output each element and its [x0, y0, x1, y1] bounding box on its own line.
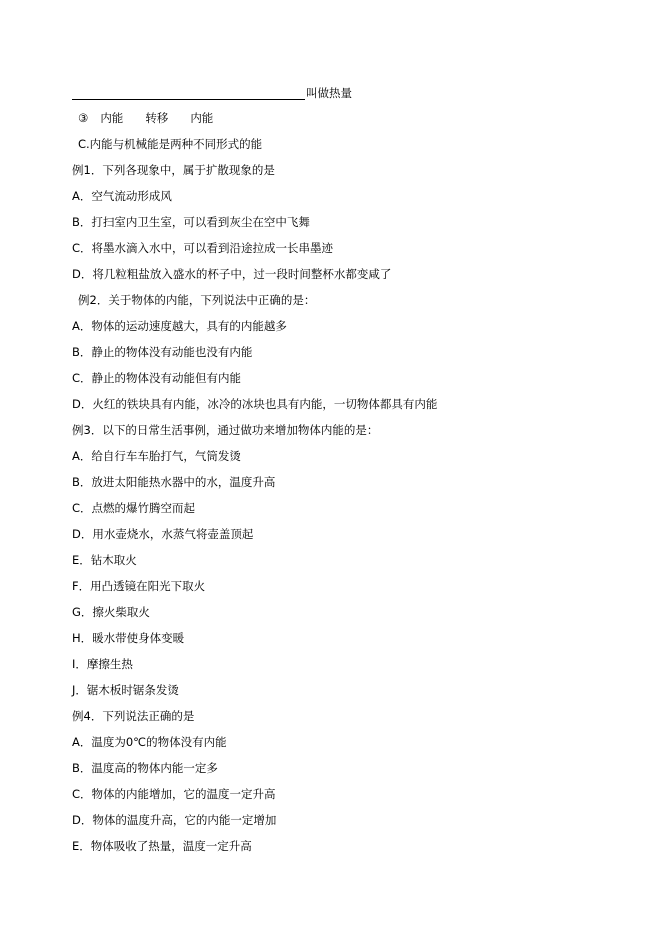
q4-title: 例4．下列说法正确的是 [72, 709, 195, 723]
q3-option-e: E．钻木取火 [72, 553, 137, 567]
q3-option-b: B．放进太阳能热水器中的水，温度升高 [72, 475, 276, 489]
keyword-2: 转移 [145, 111, 169, 125]
q1-option-c: C．将墨水滴入水中，可以看到沿途拉成一长串墨迹 [72, 241, 334, 255]
heat-definition-line [72, 86, 352, 100]
q3-option-a: A．给自行车车胎打气，气筒发烫 [72, 449, 241, 463]
q3-option-d: D．用水壶烧水，水蒸气将壶盖顶起 [72, 527, 254, 541]
q3-title: 例3．以下的日常生活事例，通过做功来增加物体内能的是： [72, 423, 379, 437]
q3-option-f: F．用凸透镜在阳光下取火 [72, 579, 206, 593]
q1-title: 例1．下列各现象中，属于扩散现象的是 [72, 163, 275, 177]
q1-option-b: B．打扫室内卫生室，可以看到灰尘在空中飞舞 [72, 215, 310, 229]
q3-option-g: G．擦火柴取火 [72, 605, 150, 619]
keyword-1: 内能 [100, 111, 124, 125]
keyword-3: 内能 [190, 111, 214, 125]
q3-option-h: H．暖水带使身体变暖 [72, 631, 185, 645]
q2-title: 例2．关于物体的内能，下列说法中正确的是： [78, 293, 316, 307]
q4-option-d: D．物体的温度升高，它的内能一定增加 [72, 813, 277, 827]
q3-option-i: I．摩擦生热 [72, 657, 133, 671]
q2-option-a: A．物体的运动速度越大，具有的内能越多 [72, 319, 287, 333]
q3-option-c: C．点燃的爆竹腾空而起 [72, 501, 196, 515]
circle-number: ③ [78, 111, 89, 125]
heat-line-tail: 叫做热量 [306, 86, 352, 100]
q4-option-a: A．温度为0℃的物体没有内能 [72, 735, 227, 749]
q3-option-j: J．锯木板时锯条发烫 [72, 683, 179, 697]
q4-option-c: C．物体的内能增加，它的温度一定升高 [72, 787, 276, 801]
q4-option-b: B．温度高的物体内能一定多 [72, 761, 218, 775]
fill-in-blank [72, 87, 305, 100]
q2-option-c: C．静止的物体没有动能但有内能 [72, 371, 242, 385]
q4-option-e: E．物体吸收了热量，温度一定升高 [72, 839, 252, 853]
q1-option-a: A．空气流动形成风 [72, 189, 172, 203]
statement-c: C.内能与机械能是两种不同形式的能 [78, 137, 263, 151]
keyword-line [78, 111, 213, 125]
q1-option-d: D．将几粒粗盐放入盛水的杯子中，过一段时间整杯水都变咸了 [72, 267, 392, 281]
q2-option-b: B．静止的物体没有动能也没有内能 [72, 345, 253, 359]
q2-option-d: D．火红的铁块具有内能，冰冷的冰块也具有内能，一切物体都具有内能 [72, 397, 438, 411]
